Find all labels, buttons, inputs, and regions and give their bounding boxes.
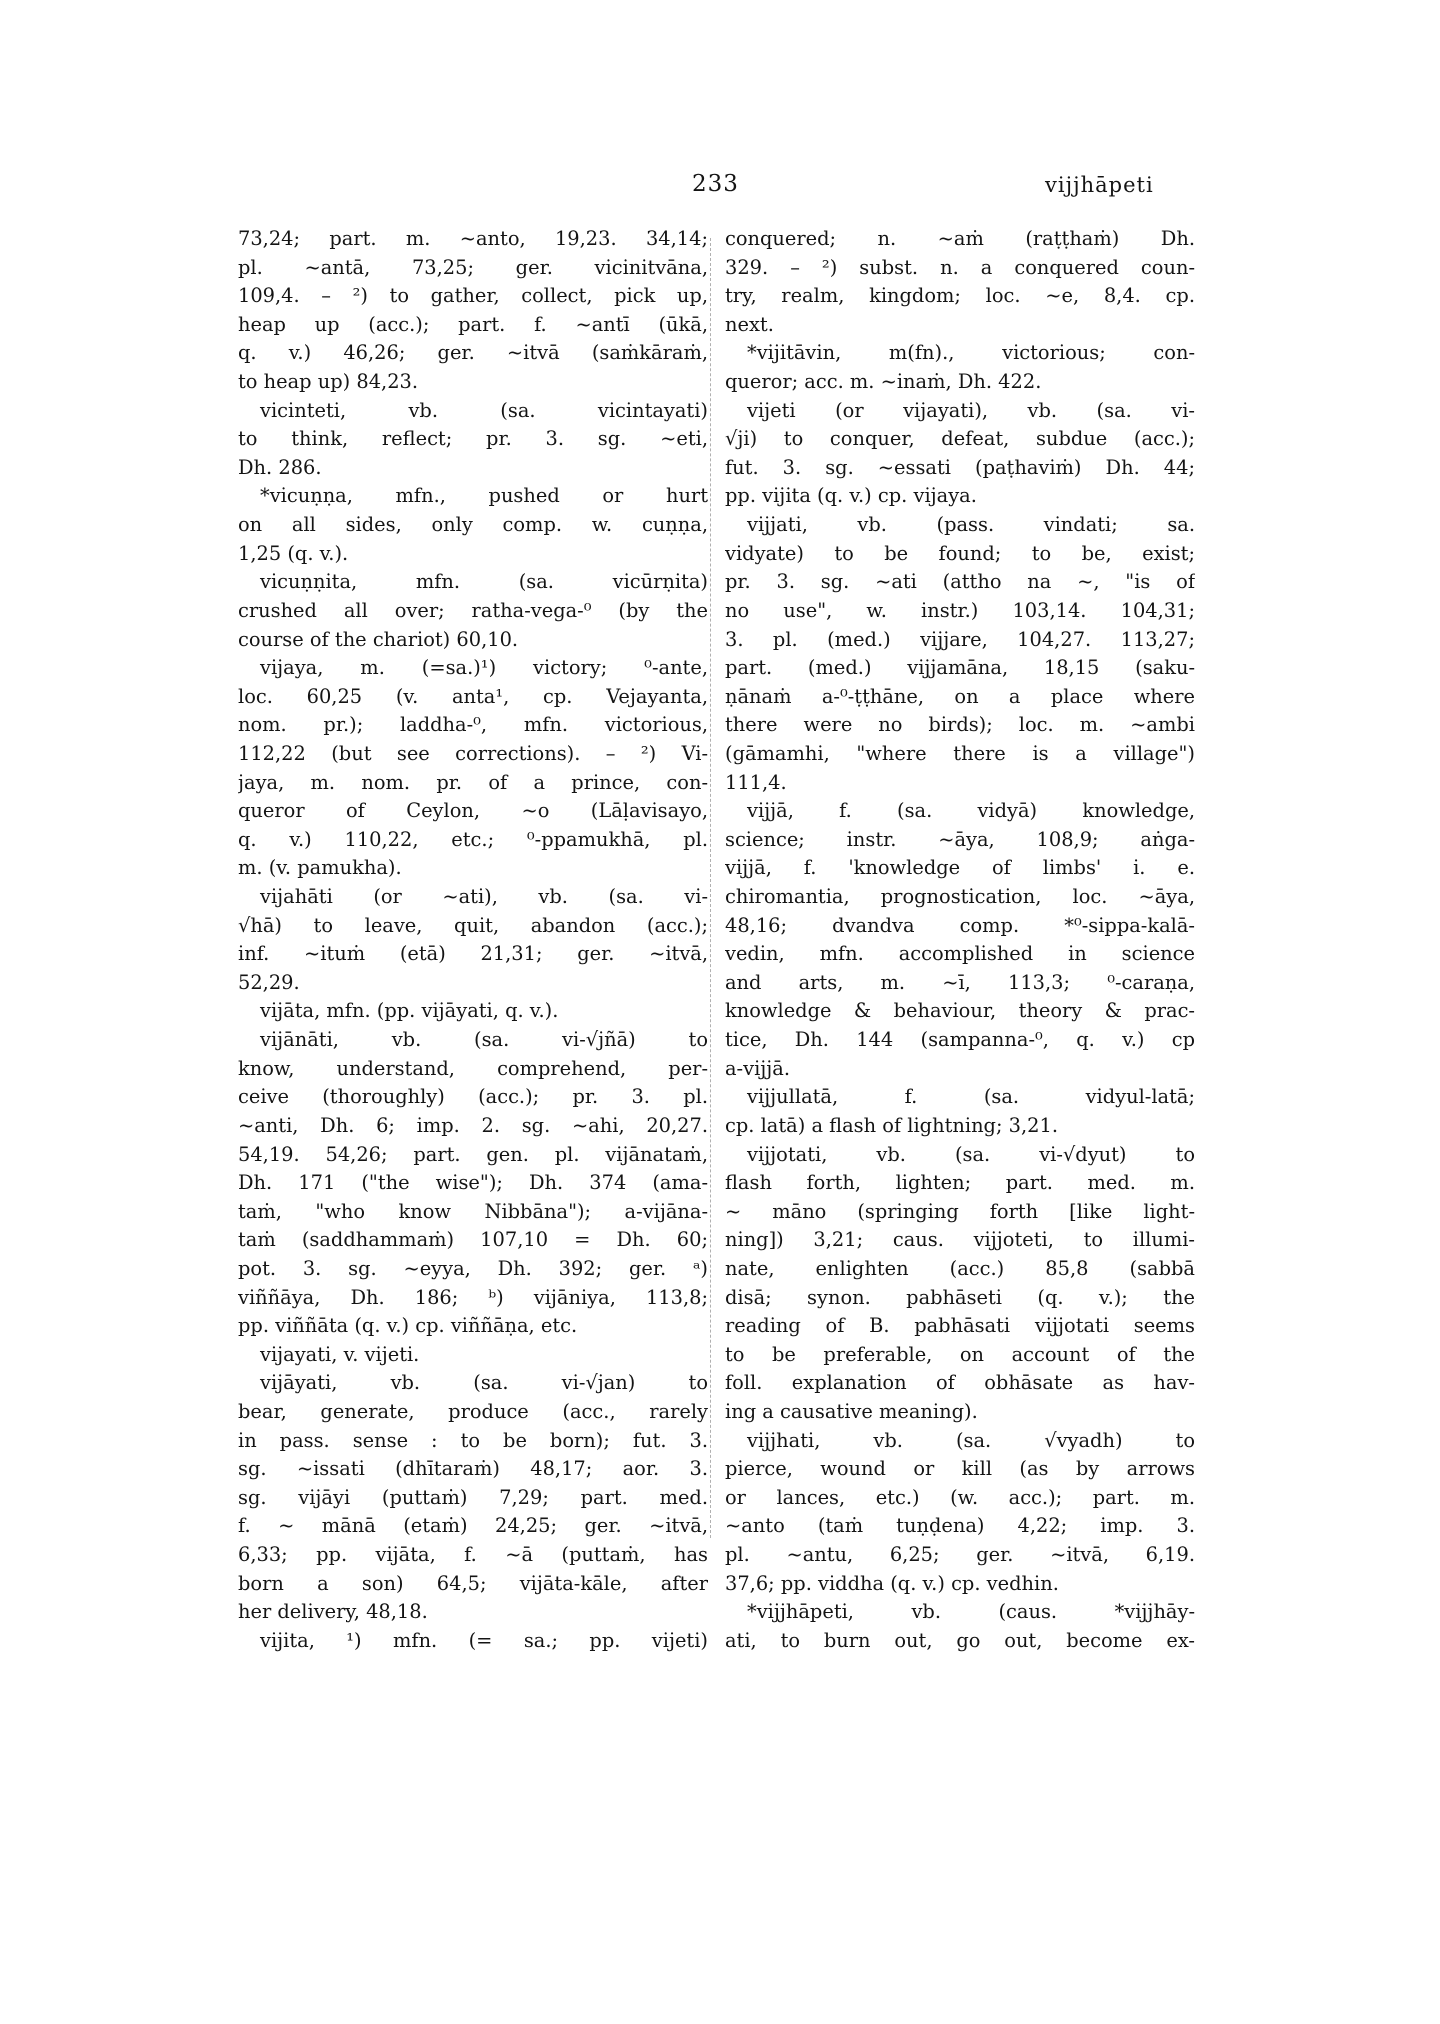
dictionary-line: next. — [725, 312, 774, 336]
dictionary-line: on all sides, only comp. w. cuṇṇa, — [238, 513, 708, 537]
dictionary-line: q. v.) 46,26; ger. ~itvā (saṁkāraṁ, — [238, 341, 708, 365]
dictionary-line: nate, enlighten (acc.) 85,8 (sabbā — [725, 1256, 1195, 1280]
dictionary-line: to think, reflect; pr. 3. sg. ~eti, — [238, 427, 708, 451]
dictionary-line: ~ māno (springing forth [like light- — [725, 1199, 1195, 1223]
dictionary-line: pot. 3. sg. ~eyya, Dh. 392; ger. ᵃ) — [238, 1256, 708, 1280]
dictionary-line: *vijitāvin, m(fn)., victorious; con- — [747, 341, 1195, 365]
dictionary-line: viññāya, Dh. 186; ᵇ) vijāniya, 113,8; — [238, 1285, 708, 1309]
dictionary-line: ati, to burn out, go out, become ex- — [725, 1628, 1195, 1652]
dictionary-line: Dh. 286. — [238, 455, 322, 479]
dictionary-line: vijānāti, vb. (sa. vi-√jñā) to — [260, 1028, 708, 1052]
dictionary-line: vijjati, vb. (pass. vindati; sa. — [747, 513, 1195, 537]
dictionary-line: vijjā, f. 'knowledge of limbs' i. e. — [725, 856, 1195, 880]
dictionary-line: flash forth, lighten; part. med. m. — [725, 1171, 1195, 1195]
dictionary-line: vijayati, v. vijeti. — [260, 1342, 420, 1366]
dictionary-line: vijāta, mfn. (pp. vijāyati, q. v.). — [260, 999, 559, 1023]
dictionary-line: queror of Ceylon, ~o (Lāḷavisayo, — [238, 799, 708, 823]
dictionary-line: 37,6; pp. viddha (q. v.) cp. vedhin. — [725, 1571, 1059, 1595]
dictionary-line: foll. explanation of obhāsate as hav- — [725, 1371, 1195, 1395]
dictionary-line: born a son) 64,5; vijāta-kāle, after — [238, 1571, 708, 1595]
dictionary-line: vijāyati, vb. (sa. vi-√jan) to — [260, 1371, 708, 1395]
dictionary-line: 112,22 (but see corrections). – ²) Vi- — [238, 741, 708, 765]
dictionary-line: disā; synon. pabhāseti (q. v.); the — [725, 1285, 1195, 1309]
dictionary-line: ṇānaṁ a-⁰-ṭṭhāne, on a place where — [725, 684, 1195, 708]
dictionary-line: pl. ~antā, 73,25; ger. vicinitvāna, — [238, 255, 708, 279]
dictionary-line: √hā) to leave, quit, abandon (acc.); — [238, 913, 708, 937]
dictionary-line: to be preferable, on account of the — [725, 1342, 1195, 1366]
dictionary-line: vicinteti, vb. (sa. vicintayati) — [260, 398, 708, 422]
dictionary-line: vijjotati, vb. (sa. vi-√dyut) to — [747, 1142, 1195, 1166]
dictionary-line: 1,25 (q. v.). — [238, 541, 349, 565]
dictionary-line: her delivery, 48,18. — [238, 1600, 428, 1624]
dictionary-line: tice, Dh. 144 (sampanna-⁰, q. v.) cp — [725, 1028, 1195, 1052]
dictionary-line: ning]) 3,21; caus. vijjoteti, to illumi- — [725, 1228, 1195, 1252]
dictionary-line: nom. pr.); laddha-⁰, mfn. victorious, — [238, 713, 708, 737]
dictionary-line: part. (med.) vijjamāna, 18,15 (saku- — [725, 656, 1195, 680]
dictionary-line: vijjā, f. (sa. vidyā) knowledge, — [747, 799, 1195, 823]
dictionary-line: pierce, wound or kill (as by arrows — [725, 1457, 1195, 1481]
column-divider — [710, 238, 711, 1538]
dictionary-line: m. (v. pamukha). — [238, 856, 402, 880]
dictionary-line: q. v.) 110,22, etc.; ⁰-ppamukhā, pl. — [238, 827, 708, 851]
dictionary-line: loc. 60,25 (v. anta¹, cp. Vejayanta, — [238, 684, 708, 708]
dictionary-line: ~anto (taṁ tuṇḍena) 4,22; imp. 3. — [725, 1514, 1195, 1538]
dictionary-line: *vicuṇṇa, mfn., pushed or hurt — [260, 484, 708, 508]
dictionary-line: science; instr. ~āya, 108,9; aṅga- — [725, 827, 1195, 851]
dictionary-line: chiromantia, prognostication, loc. ~āya, — [725, 885, 1195, 909]
dictionary-line: inf. ~ituṁ (etā) 21,31; ger. ~itvā, — [238, 942, 708, 966]
dictionary-line: know, understand, comprehend, per- — [238, 1056, 708, 1080]
dictionary-line: knowledge & behaviour, theory & prac- — [725, 999, 1195, 1023]
dictionary-line: in pass. sense : to be born); fut. 3. — [238, 1428, 708, 1452]
dictionary-line: √ji) to conquer, defeat, subdue (acc.); — [725, 427, 1195, 451]
dictionary-line: or lances, etc.) (w. acc.); part. m. — [725, 1485, 1195, 1509]
dictionary-line: bear, generate, produce (acc., rarely — [238, 1399, 708, 1423]
dictionary-line: sg. vijāyi (puttaṁ) 7,29; part. med. — [238, 1485, 708, 1509]
dictionary-line: f. ~ mānā (etaṁ) 24,25; ger. ~itvā, — [238, 1514, 708, 1538]
dictionary-line: Dh. 171 ("the wise"); Dh. 374 (ama- — [238, 1171, 708, 1195]
dictionary-line: pl. ~antu, 6,25; ger. ~itvā, 6,19. — [725, 1543, 1195, 1567]
dictionary-line: 6,33; pp. vijāta, f. ~ā (puttaṁ, has — [238, 1543, 708, 1567]
dictionary-line: 3. pl. (med.) vijjare, 104,27. 113,27; — [725, 627, 1195, 651]
left-column — [238, 225, 708, 1655]
dictionary-line: taṁ, "who know Nibbāna"); a-vijāna- — [238, 1199, 708, 1223]
dictionary-line: ceive (thoroughly) (acc.); pr. 3. pl. — [238, 1085, 708, 1109]
dictionary-line: vijahāti (or ~ati), vb. (sa. vi- — [260, 885, 708, 909]
dictionary-line: ~anti, Dh. 6; imp. 2. sg. ~ahi, 20,27. — [238, 1113, 708, 1137]
dictionary-line: 48,16; dvandva comp. *⁰-sippa-kalā- — [725, 913, 1195, 937]
dictionary-line: to heap up) 84,23. — [238, 370, 419, 394]
dictionary-line: *vijjhāpeti, vb. (caus. *vijjhāy- — [747, 1600, 1195, 1624]
dictionary-line: conquered; n. ~aṁ (raṭṭhaṁ) Dh. — [725, 227, 1195, 250]
dictionary-line: a-vijjā. — [725, 1056, 791, 1080]
dictionary-line: pp. vijita (q. v.) cp. vijaya. — [725, 484, 977, 508]
dictionary-line: course of the chariot) 60,10. — [238, 627, 519, 651]
dictionary-line: and arts, m. ~ī, 113,3; ⁰-caraṇa, — [725, 970, 1195, 994]
dictionary-line: vijeti (or vijayati), vb. (sa. vi- — [747, 398, 1195, 422]
dictionary-line: (gāmamhi, "where there is a village") — [725, 741, 1195, 765]
dictionary-line: sg. ~issati (dhītaraṁ) 48,17; aor. 3. — [238, 1457, 708, 1481]
dictionary-line: taṁ (saddhammaṁ) 107,10 = Dh. 60; — [238, 1228, 708, 1252]
dictionary-line: 54,19. 54,26; part. gen. pl. vijānataṁ, — [238, 1142, 708, 1166]
dictionary-line: 111,4. — [725, 770, 787, 794]
dictionary-line: 329. – ²) subst. n. a conquered coun- — [725, 255, 1195, 279]
dictionary-line: vijjullatā, f. (sa. vidyul-latā; — [747, 1085, 1195, 1109]
dictionary-line: try, realm, kingdom; loc. ~e, 8,4. cp. — [725, 284, 1195, 308]
dictionary-line: vedin, mfn. accomplished in science — [725, 942, 1195, 966]
dictionary-line: queror; acc. m. ~inaṁ, Dh. 422. — [725, 370, 1042, 394]
dictionary-line: cp. latā) a flash of lightning; 3,21. — [725, 1113, 1059, 1137]
dictionary-line: jaya, m. nom. pr. of a prince, con- — [238, 770, 708, 794]
dictionary-line: crushed all over; ratha-vega-⁰ (by the — [238, 598, 708, 622]
running-head: vijjhāpeti — [1045, 173, 1154, 197]
dictionary-line: vijjhati, vb. (sa. √vyadh) to — [747, 1428, 1195, 1452]
dictionary-line: 52,29. — [238, 970, 300, 994]
dictionary-line: vicuṇṇita, mfn. (sa. vicūrṇita) — [260, 570, 708, 594]
dictionary-line: fut. 3. sg. ~essati (paṭhaviṁ) Dh. 44; — [725, 455, 1195, 479]
dictionary-line: pp. viññāta (q. v.) cp. viññāṇa, etc. — [238, 1314, 578, 1338]
dictionary-line: 73,24; part. m. ~anto, 19,23. 34,14; — [238, 227, 708, 250]
dictionary-line: heap up (acc.); part. f. ~antī (ūkā, — [238, 312, 708, 336]
dictionary-line: vidyate) to be found; to be, exist; — [725, 541, 1195, 565]
dictionary-line: vijita, ¹) mfn. (= sa.; pp. vijeti) — [260, 1628, 708, 1652]
right-column — [725, 225, 1195, 1655]
dictionary-line: ing a causative meaning). — [725, 1399, 978, 1423]
dictionary-line: vijaya, m. (=sa.)¹) victory; ⁰-ante, — [260, 656, 708, 680]
dictionary-line: 109,4. – ²) to gather, collect, pick up, — [238, 284, 708, 308]
dictionary-line: reading of B. pabhāsati vijjotati seems — [725, 1314, 1195, 1338]
dictionary-line: pr. 3. sg. ~ati (attho na ~, "is of — [725, 570, 1195, 594]
dictionary-line: there were no birds); loc. m. ~ambi — [725, 713, 1195, 737]
page-number: 233 — [692, 171, 739, 197]
dictionary-line: no use", w. instr.) 103,14. 104,31; — [725, 598, 1195, 622]
